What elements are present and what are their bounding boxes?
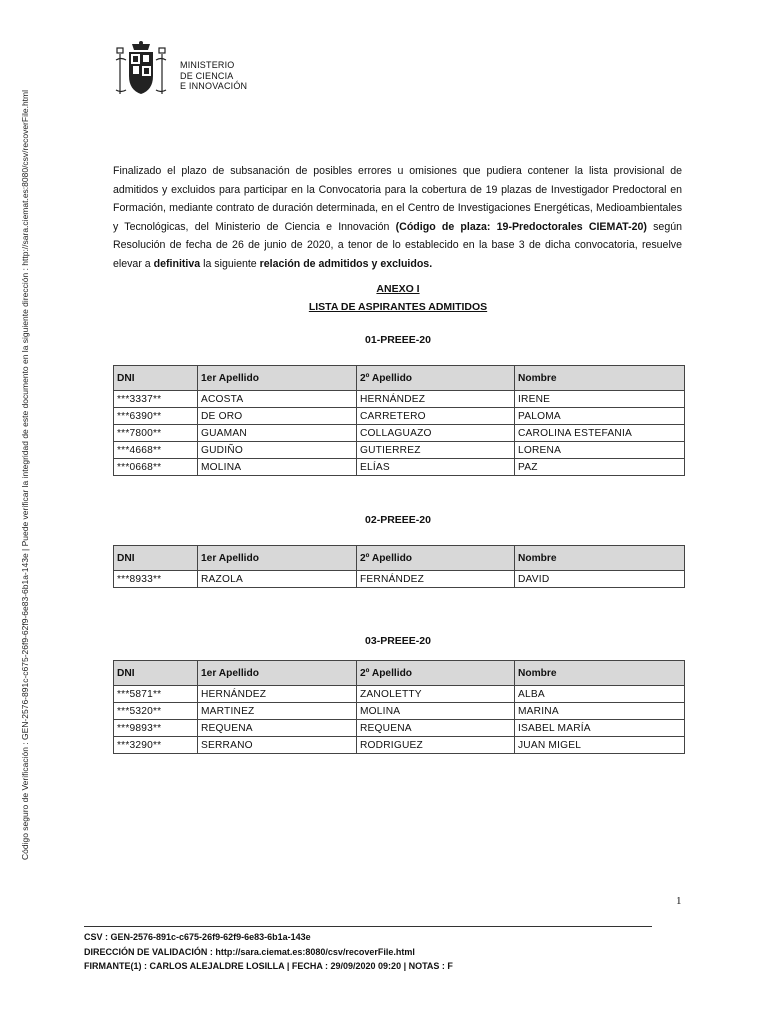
table-cell: MOLINA bbox=[357, 703, 515, 720]
column-header: Nombre bbox=[515, 546, 685, 571]
table-cell: ***8933** bbox=[114, 571, 198, 588]
table-cell: ACOSTA bbox=[198, 391, 357, 408]
validation-address: DIRECCIÓN DE VALIDACIÓN : http://sara.ciemat.es:8080/csv/recoverFile.html bbox=[84, 946, 415, 957]
table-cell: ***3290** bbox=[114, 737, 198, 754]
table-row bbox=[114, 425, 685, 442]
table-cell: ALBA bbox=[515, 686, 685, 703]
table-cell: JUAN MIGEL bbox=[515, 737, 685, 754]
table-header-row bbox=[114, 366, 685, 391]
intro-paragraph bbox=[113, 162, 682, 273]
table-row bbox=[114, 571, 685, 588]
table-cell: GUDIÑO bbox=[198, 442, 357, 459]
page-number: 1 bbox=[676, 895, 682, 907]
table-cell: GUTIERREZ bbox=[357, 442, 515, 459]
column-header: DNI bbox=[114, 661, 198, 686]
signature-footer bbox=[84, 930, 453, 974]
table-cell: MARTINEZ bbox=[198, 703, 357, 720]
intro-code: (Código de plaza: 19-Predoctorales CIEMAT-20) bbox=[395, 220, 647, 233]
table-cell: REQUENA bbox=[198, 720, 357, 737]
ministry-logo bbox=[112, 40, 262, 102]
column-header: DNI bbox=[114, 546, 198, 571]
table-cell: ***3337** bbox=[114, 391, 198, 408]
table-row bbox=[114, 408, 685, 425]
column-header: DNI bbox=[114, 366, 198, 391]
table-row bbox=[114, 459, 685, 476]
table-header-row bbox=[114, 661, 685, 686]
group-code: 02-PREEE-20 bbox=[365, 514, 431, 526]
table-cell: ***6390** bbox=[114, 408, 198, 425]
intro-text: la siguiente bbox=[200, 257, 260, 270]
column-header: 2º Apellido bbox=[357, 661, 515, 686]
table-row bbox=[114, 703, 685, 720]
table-cell: IRENE bbox=[515, 391, 685, 408]
table-cell: PALOMA bbox=[515, 408, 685, 425]
table-cell: SERRANO bbox=[198, 737, 357, 754]
verification-side-note: Código seguro de Verificación : GEN-2576-891c-c675-26f9-62f9-6e83-6b1a-143e | Puede verificar la integridad de este documento en la siguiente dirección : http://sara.ciemat.es:8080/csv/recoverFile.html bbox=[20, 89, 30, 860]
intro-bold: relación de admitidos y excluidos. bbox=[259, 257, 433, 270]
table-cell: ***9893** bbox=[114, 720, 198, 737]
column-header: Nombre bbox=[515, 661, 685, 686]
table-cell: ELÍAS bbox=[357, 459, 515, 476]
annex-title: ANEXO I bbox=[376, 283, 420, 295]
table-cell: HERNÁNDEZ bbox=[357, 391, 515, 408]
column-header: 2º Apellido bbox=[357, 546, 515, 571]
csv-code: CSV : GEN-2576-891c-c675-26f9-62f9-6e83-6b1a-143e bbox=[84, 932, 311, 942]
ministry-line: DE CIENCIA bbox=[180, 70, 234, 81]
column-header: 1er Apellido bbox=[198, 546, 357, 571]
column-header: Nombre bbox=[515, 366, 685, 391]
column-header: 1er Apellido bbox=[198, 661, 357, 686]
group-code: 03-PREEE-20 bbox=[365, 635, 431, 647]
table-cell: GUAMAN bbox=[198, 425, 357, 442]
table-cell: HERNÁNDEZ bbox=[198, 686, 357, 703]
table-cell: RODRIGUEZ bbox=[357, 737, 515, 754]
group-code: 01-PREEE-20 bbox=[365, 334, 431, 346]
table-cell: CARRETERO bbox=[357, 408, 515, 425]
table-cell: ***4668** bbox=[114, 442, 198, 459]
table-cell: ISABEL MARÍA bbox=[515, 720, 685, 737]
table-cell: DE ORO bbox=[198, 408, 357, 425]
intro-text: según Resolución de fecha de 26 de junio de 2020, a tenor de lo establecido en la base 3 de dicha convocatoria, resuelve elevar a bbox=[113, 220, 682, 270]
ministry-name bbox=[180, 60, 247, 92]
ministry-line: MINISTERIO bbox=[180, 60, 235, 70]
footer-divider bbox=[84, 926, 652, 927]
table-cell: MARINA bbox=[515, 703, 685, 720]
table-header-row bbox=[114, 546, 685, 571]
table-row bbox=[114, 720, 685, 737]
list-title: LISTA DE ASPIRANTES ADMITIDOS bbox=[308, 301, 488, 313]
intro-bold: definitiva bbox=[153, 257, 201, 270]
table-cell: ZANOLETTY bbox=[357, 686, 515, 703]
table-cell: DAVID bbox=[515, 571, 685, 588]
table-cell: MOLINA bbox=[198, 459, 357, 476]
table-cell: FERNÁNDEZ bbox=[357, 571, 515, 588]
table-cell: RAZOLA bbox=[198, 571, 357, 588]
table-row bbox=[114, 391, 685, 408]
admitted-table-02 bbox=[113, 545, 685, 588]
table-row bbox=[114, 737, 685, 754]
table-cell: ***5320** bbox=[114, 703, 198, 720]
table-cell: ***7800** bbox=[114, 425, 198, 442]
table-cell: ***0668** bbox=[114, 459, 198, 476]
table-cell: REQUENA bbox=[357, 720, 515, 737]
admitted-table-03 bbox=[113, 660, 685, 754]
intro-text: Finalizado el plazo de subsanación de posibles errores u omisiones que pudiera contener la lista provisional de admitidos y excluidos para participar en la Convocatoria para la cobertura de 19 plazas de Investigador Predoctoral en Formación, mediante contrato de duración determinada, en el Centro de Investigaciones Energéticas, Medioambientales y Tecnológicas, del Ministerio de Ciencia e Innovación bbox=[113, 165, 682, 233]
column-header: 1er Apellido bbox=[198, 366, 357, 391]
column-header: 2º Apellido bbox=[357, 366, 515, 391]
signer-info: FIRMANTE(1) : CARLOS ALEJALDRE LOSILLA | FECHA : 29/09/2020 09:20 | NOTAS : F bbox=[84, 961, 453, 971]
table-cell: LORENA bbox=[515, 442, 685, 459]
table-row bbox=[114, 442, 685, 459]
table-cell: PAZ bbox=[515, 459, 685, 476]
coat-of-arms-icon bbox=[112, 40, 170, 102]
table-cell: CAROLINA ESTEFANIA bbox=[515, 425, 685, 442]
table-cell: COLLAGUAZO bbox=[357, 425, 515, 442]
ministry-line: E INNOVACIÓN bbox=[180, 81, 248, 91]
admitted-table-01 bbox=[113, 365, 685, 476]
table-cell: ***5871** bbox=[114, 686, 198, 703]
table-row bbox=[114, 686, 685, 703]
